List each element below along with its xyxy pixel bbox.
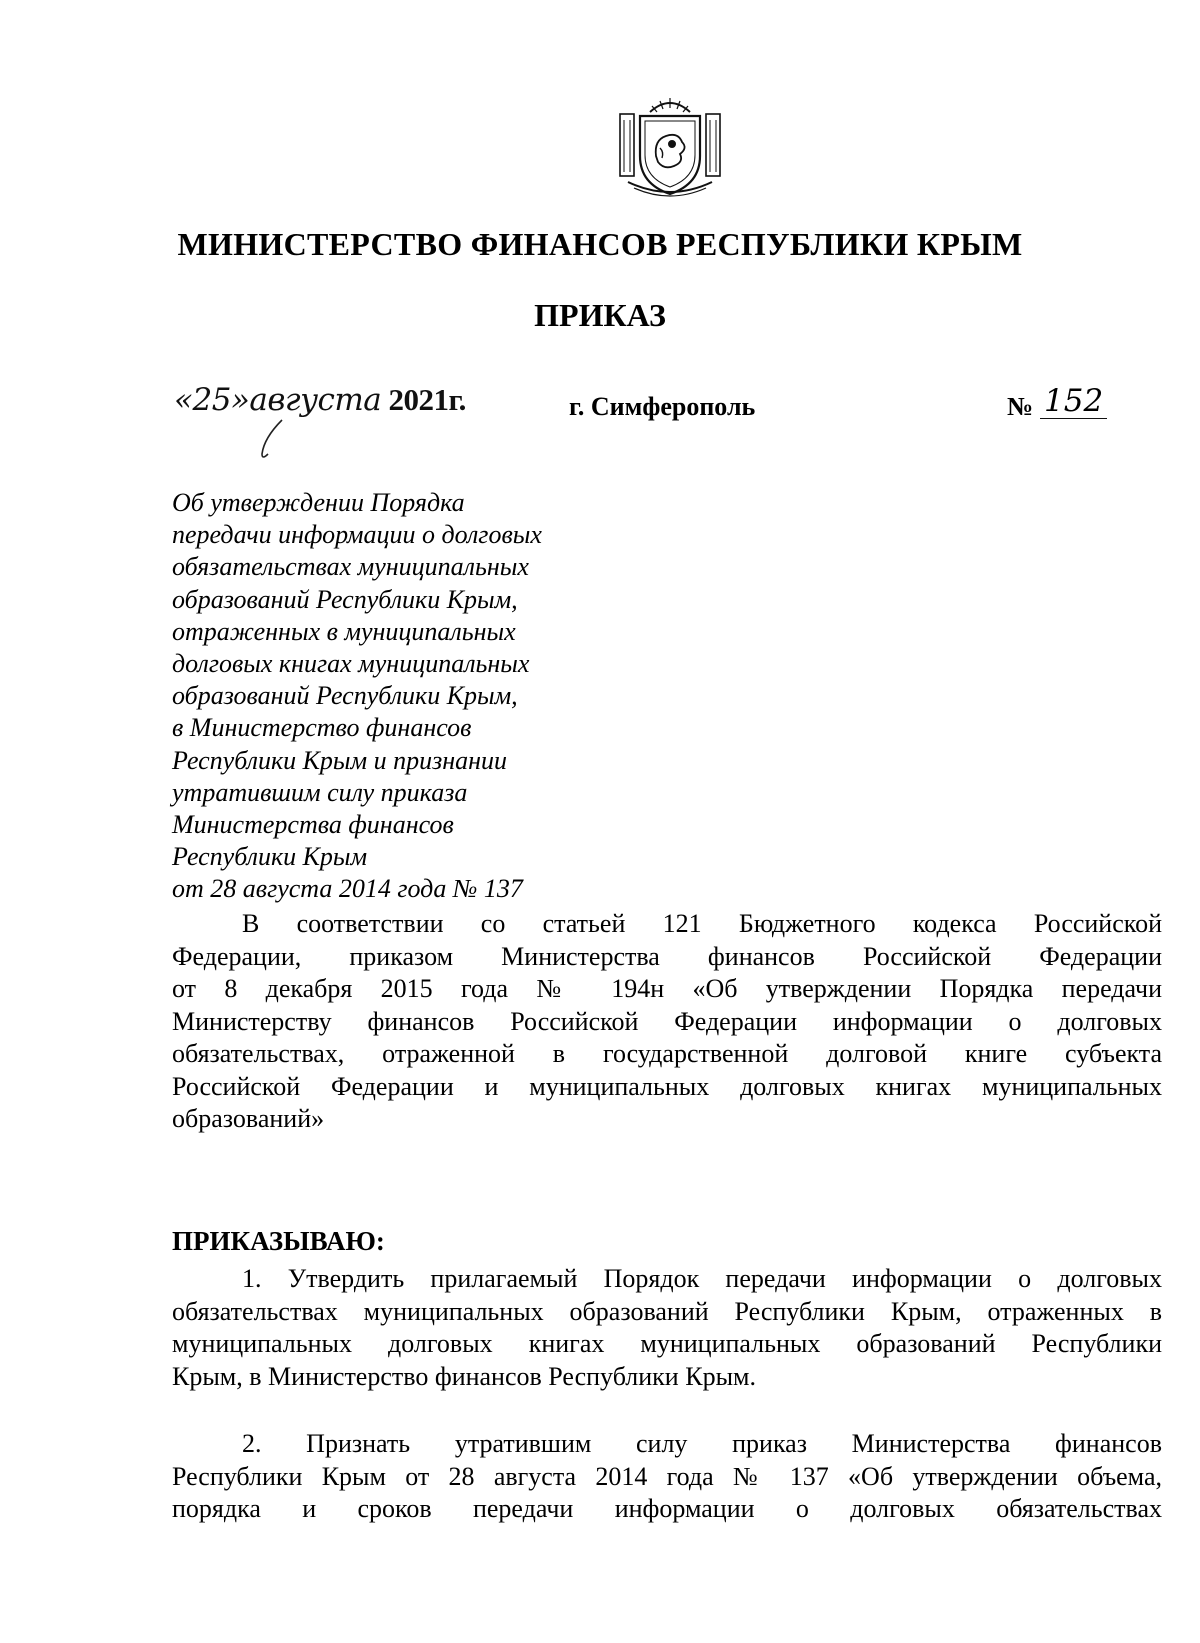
order-item-2 xyxy=(172,1428,1162,1526)
preamble-paragraph xyxy=(172,908,1162,1136)
subject-line: образований Республики Крым, xyxy=(172,681,518,711)
number-label: № xyxy=(1007,392,1034,421)
order-item-1 xyxy=(172,1263,1162,1393)
item-line: обязательствах муниципальных образований Республики Крым, отраженных в xyxy=(172,1296,1162,1326)
subject-line: обязательствах муниципальных xyxy=(172,552,529,582)
preamble-line: В соответствии со статьей 121 Бюджетного кодекса Российской xyxy=(242,909,1162,938)
preamble-line: образований» xyxy=(172,1104,325,1133)
order-word: ПРИКАЗЫВАЮ: xyxy=(172,1226,385,1256)
date-year: 2021г. xyxy=(388,382,466,417)
preamble-line: Федерации, приказом Министерства финансов Российской Федерации xyxy=(172,941,1162,971)
subject-line: от 28 августа 2014 года № 137 xyxy=(172,874,523,904)
document-subject xyxy=(172,487,632,906)
item-line: муниципальных долговых книгах муниципальных образований Республики xyxy=(172,1329,1162,1358)
crimea-coat-of-arms-icon xyxy=(608,92,732,204)
subject-line: Министерства финансов xyxy=(172,810,454,840)
ministry-name: МИНИСТЕРСТВО ФИНАНСОВ РЕСПУБЛИКИ КРЫМ xyxy=(177,226,1023,262)
signature-flourish-icon xyxy=(254,418,294,460)
preamble-line: обязательствах, отраженной в государственной долговой книге субъекта xyxy=(172,1039,1162,1068)
subject-line: образований Республики Крым, xyxy=(172,584,518,614)
preamble-line: от 8 декабря 2015 года № 194н «Об утверждении Порядка передачи xyxy=(172,974,1162,1003)
item-line: Крым, в Министерство финансов Республики Крым. xyxy=(172,1361,756,1391)
document-number: 152 xyxy=(1040,384,1107,419)
subject-line: Об утверждении Порядка xyxy=(172,488,465,517)
item-line: порядка и сроков передачи информации о долговых обязательствах xyxy=(172,1494,1162,1523)
subject-line: утратившим силу приказа xyxy=(172,777,468,807)
date-text xyxy=(174,382,466,418)
preamble-line: Министерству финансов Российской Федерации информации о долговых xyxy=(172,1006,1162,1036)
subject-line: отраженных в муниципальных xyxy=(172,616,516,646)
subject-line: передачи информации о долговых xyxy=(172,520,542,550)
subject-line: в Министерство финансов xyxy=(172,713,472,743)
subject-line: Республики Крым и признании xyxy=(172,745,508,775)
city: г. Симферополь xyxy=(569,392,756,421)
subject-line: Республики Крым xyxy=(172,842,368,872)
document-type: ПРИКАЗ xyxy=(534,297,666,333)
date-handwritten: «25»августа xyxy=(174,382,382,418)
preamble-line: Российской Федерации и муниципальных долговых книгах муниципальных xyxy=(172,1071,1162,1101)
subject-line: долговых книгах муниципальных xyxy=(172,649,530,679)
item-line: 2. Признать утратившим силу приказ Министерства финансов xyxy=(242,1429,1162,1458)
item-line: 1. Утвердить прилагаемый Порядок передачи информации о долговых xyxy=(242,1264,1162,1293)
document-date xyxy=(174,382,474,462)
item-line: Республики Крым от 28 августа 2014 года № 137 «Об утверждении объема, xyxy=(172,1461,1162,1491)
